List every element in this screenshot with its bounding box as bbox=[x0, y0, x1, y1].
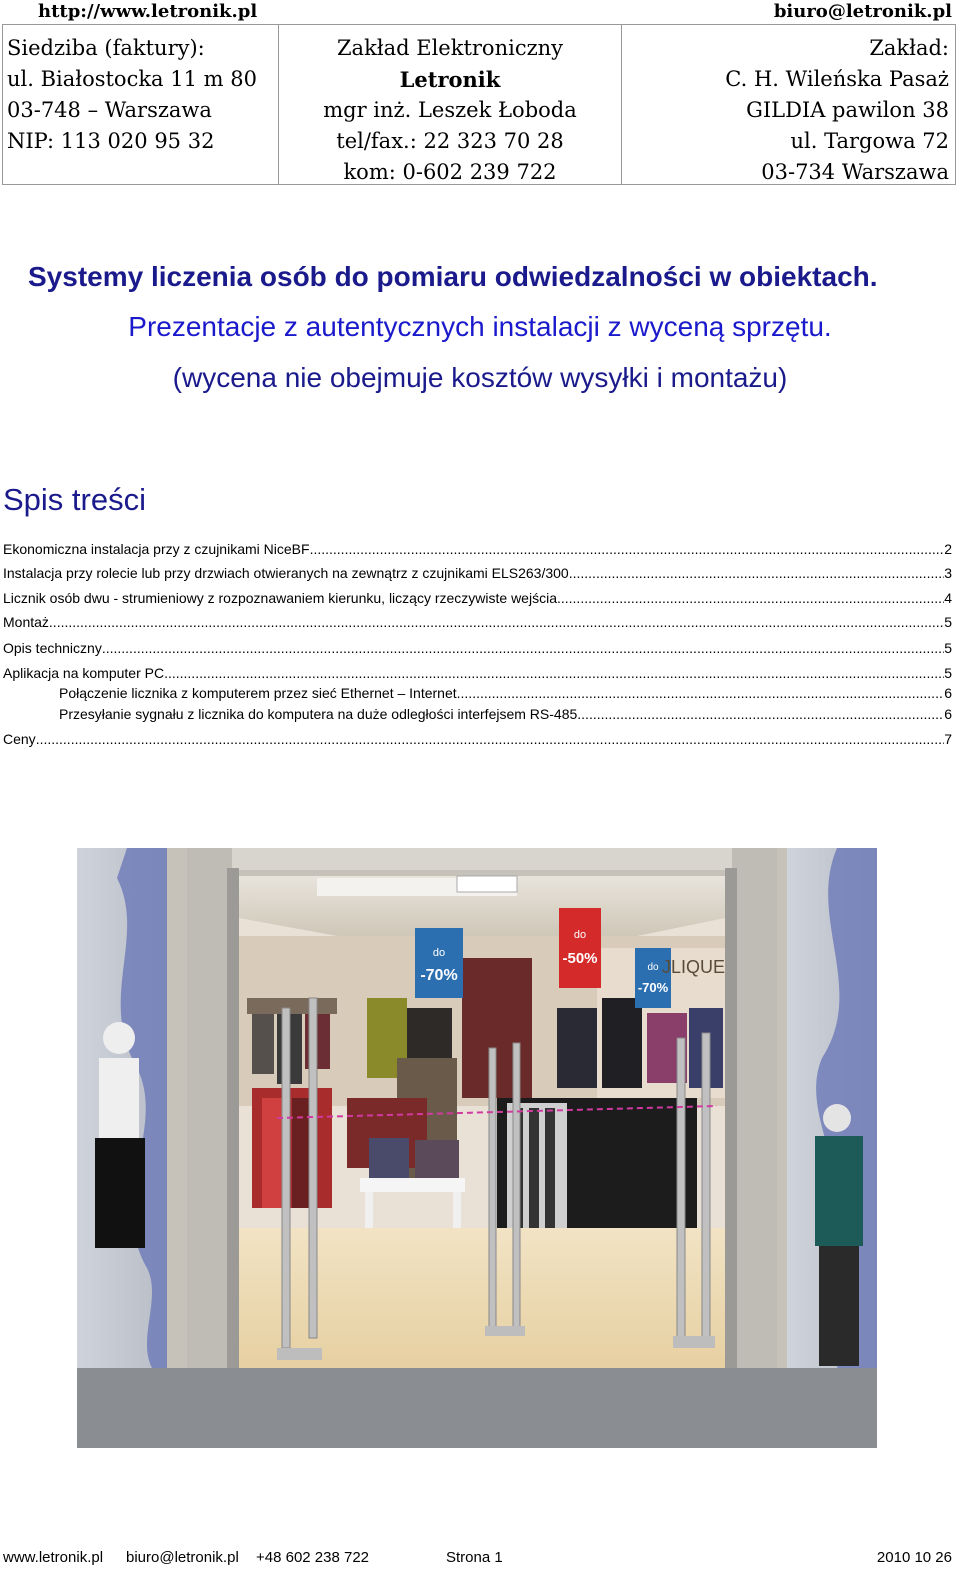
toc-entry[interactable] bbox=[3, 587, 952, 609]
store-logo-text: JLIQUE bbox=[662, 957, 726, 977]
subtitle: Prezentacje z autentycznych instalacji z wyceną sprzętu. bbox=[128, 311, 832, 342]
toc-subentry[interactable] bbox=[59, 682, 952, 704]
toc-entry-label: Aplikacja na komputer PC bbox=[3, 665, 165, 681]
svg-text:do: do bbox=[432, 947, 446, 959]
company-name: Letronik bbox=[399, 67, 501, 92]
svg-text:-70%: -70% bbox=[420, 967, 458, 984]
toc-entry[interactable] bbox=[3, 611, 952, 633]
company-line: Zakład Elektroniczny bbox=[336, 36, 564, 60]
mannequin-right bbox=[815, 1104, 863, 1366]
toc-entry-label: Opis techniczny bbox=[3, 640, 102, 656]
toc-entry-page: 6 bbox=[944, 706, 952, 722]
svg-text:-50%: -50% bbox=[562, 950, 598, 967]
toc-entry[interactable] bbox=[3, 538, 952, 560]
toc-leader bbox=[569, 562, 944, 584]
workshop-line: C. H. Wileńska Pasaż bbox=[725, 67, 949, 91]
website-link[interactable]: http://www.letronik.pl bbox=[38, 1, 258, 22]
email-link[interactable]: biuro@letronik.pl bbox=[773, 1, 952, 22]
toc-entry-label: Montaż bbox=[3, 614, 49, 630]
toc-entry-page: 3 bbox=[944, 565, 952, 581]
page-footer bbox=[0, 1547, 960, 1569]
workshop-line: Zakład: bbox=[869, 36, 949, 60]
toc-leader bbox=[36, 728, 945, 750]
toc-entry-label: Połączenie licznika z komputerem przez sieć Ethernet – Internet bbox=[59, 685, 457, 701]
workshop-line: ul. Targowa 72 bbox=[790, 129, 949, 153]
svg-text:do: do bbox=[647, 962, 659, 973]
store-entrance-photo bbox=[77, 848, 877, 1448]
toc-entry-page: 5 bbox=[944, 614, 952, 630]
toc-leader bbox=[164, 662, 944, 684]
footer-email-link[interactable]: biuro@letronik.pl bbox=[126, 1549, 239, 1566]
billing-line: ul. Białostocka 11 m 80 bbox=[7, 67, 257, 91]
footer-date: 2010 10 26 bbox=[876, 1549, 952, 1566]
subtitle-note: (wycena nie obejmuje kosztów wysyłki i montażu) bbox=[172, 362, 788, 393]
company-line: mgr inż. Leszek Łoboda bbox=[323, 98, 577, 122]
toc-leader bbox=[102, 637, 944, 659]
workshop-line: 03-734 Warszawa bbox=[761, 160, 949, 184]
top-header-line bbox=[0, 0, 960, 24]
billing-address-column bbox=[3, 25, 279, 184]
footer-website-link[interactable]: www.letronik.pl bbox=[3, 1549, 104, 1566]
toc-heading: Spis treści bbox=[3, 482, 146, 517]
toc-leader bbox=[310, 538, 945, 560]
toc-entry-page: 6 bbox=[944, 685, 952, 701]
toc-entry[interactable] bbox=[3, 562, 952, 584]
billing-line: Siedziba (faktury): bbox=[7, 36, 205, 60]
toc-entry[interactable] bbox=[3, 637, 952, 659]
toc-entry-page: 2 bbox=[944, 541, 952, 557]
toc-entry-page: 5 bbox=[944, 665, 952, 681]
toc-entry-page: 4 bbox=[944, 590, 952, 606]
svg-text:do: do bbox=[573, 929, 587, 941]
company-phone: tel/fax.: 22 323 70 28 bbox=[336, 129, 564, 153]
footer-page-number: Strona 1 bbox=[446, 1549, 503, 1566]
toc-entry-label: Przesyłanie sygnału z licznika do komputera na duże odległości interfejsem RS-485 bbox=[59, 706, 578, 722]
toc-entry-page: 5 bbox=[944, 640, 952, 656]
billing-line: NIP: 113 020 95 32 bbox=[7, 129, 215, 153]
toc-entry[interactable] bbox=[3, 728, 952, 750]
company-mobile: kom: 0-602 239 722 bbox=[343, 160, 557, 184]
workshop-address-column bbox=[622, 25, 955, 184]
toc-entry-label: Ekonomiczna instalacja przy z czujnikami NiceBF bbox=[3, 541, 310, 557]
toc-entry-label: Licznik osób dwu - strumieniowy z rozpoznawaniem kierunku, liczący rzeczywiste wejścia bbox=[3, 590, 557, 606]
toc-entry-page: 7 bbox=[944, 731, 952, 747]
toc-subentry[interactable] bbox=[59, 703, 952, 725]
toc-leader bbox=[457, 682, 945, 704]
footer-phone: +48 602 238 722 bbox=[256, 1549, 370, 1566]
billing-line: 03-748 – Warszawa bbox=[7, 98, 212, 122]
sale-sign bbox=[559, 908, 601, 988]
svg-text:-70%: -70% bbox=[637, 980, 669, 995]
company-name-column bbox=[279, 25, 622, 184]
toc-entry[interactable] bbox=[3, 662, 952, 684]
toc-leader bbox=[577, 703, 944, 725]
main-title: Systemy liczenia osób do pomiaru odwiedzalności w obiektach. bbox=[28, 261, 878, 292]
toc-leader bbox=[49, 611, 944, 633]
workshop-line: GILDIA pawilon 38 bbox=[746, 98, 949, 122]
toc-entry-label: Ceny bbox=[3, 731, 36, 747]
sale-sign bbox=[415, 928, 463, 998]
toc-entry-label: Instalacja przy rolecie lub przy drzwiach otwieranych na zewnątrz z czujnikami ELS263/300 bbox=[3, 565, 569, 581]
company-header-table bbox=[2, 24, 956, 185]
store-entrance-illustration bbox=[77, 848, 877, 1448]
toc-leader bbox=[557, 587, 944, 609]
